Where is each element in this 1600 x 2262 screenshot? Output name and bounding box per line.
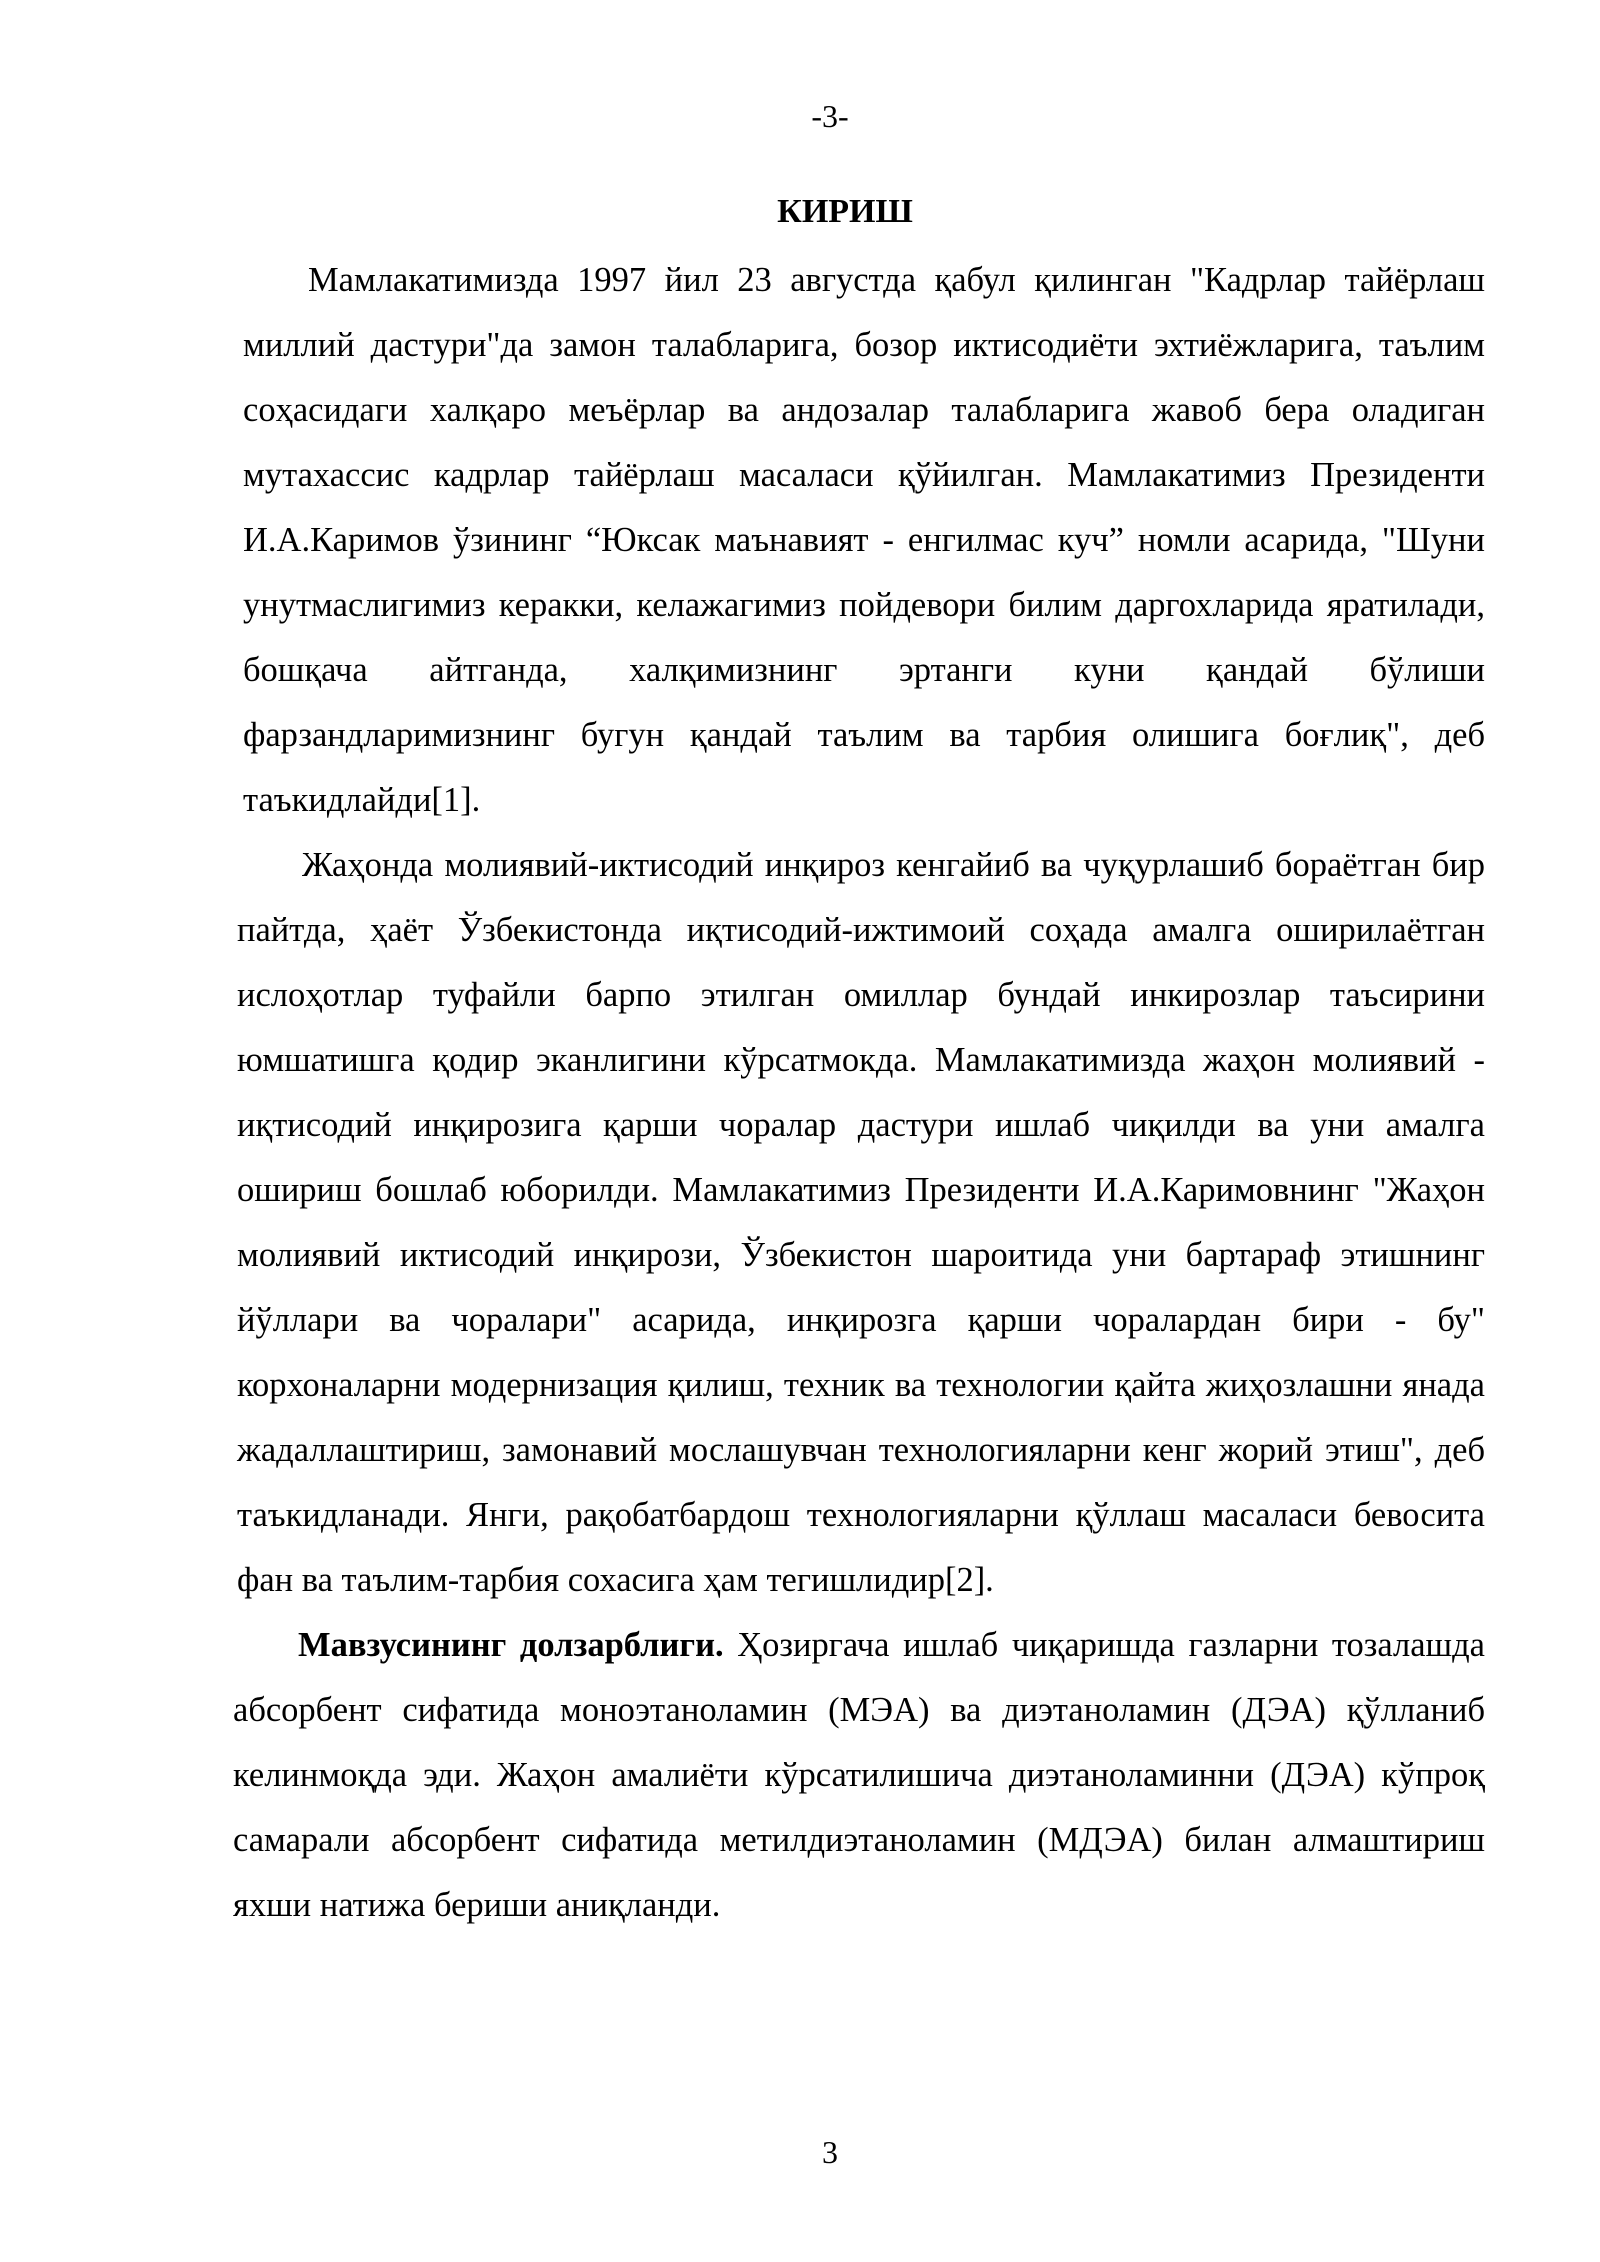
relevance-heading: Мавзусининг долзарблиги. — [298, 1626, 724, 1664]
paragraph-intro: Мамлакатимизда 1997 йил 23 августда қабул қилинган "Кадрлар тайёрлаш миллий дастури"да замон талабларига, бозор иктисодиёти эхтиёжларига, таълим соҳасидаги халқаро меъёрлар ва андозалар талабларига жавоб бера оладиган мутахассис кадрлар тайёрлаш масаласи қўйилган. Мамлакатимиз Президенти И.А.Каримов ўзининг “Юксак маънавият - енгилмас куч” номли асарида, "Шуни унутмаслигимиз керакки, келажагимиз пойдевори билим даргохларида яратилади, бошқача айтганда, халқимизнинг эртанги куни қандай бўлиши фарзандларимизнинг бугун қандай таълим ва тарбия олишига боғлиқ", деб таъкидлайди[1]. — [243, 261, 1485, 819]
section-title: КИРИШ — [777, 193, 913, 230]
paragraph-crisis: Жаҳонда молиявий-иктисодий инқироз кенгайиб ва чуқурлашиб бораётган бир пайтда, ҳаёт Ўзбекистонда иқтисодий-ижтимоий соҳада амалга оширилаётган ислоҳотлар туфайли барпо этилган омиллар бундай инкирозлар таъсирини юмшатишга қодир эканлигини кўрсатмокда. Мамлакатимизда жаҳон молиявий - иқтисодий инқирозига қарши чоралар дастури ишлаб чиқилди ва уни амалга ошириш бошлаб юборилди. Мамлакатимиз Президенти И.А.Каримовнинг "Жаҳон молиявий иктисодий инқирози, Ўзбекистон шароитида уни бартараф этишнинг йўллари ва чоралари" асарида, инқирозга қарши чоралардан бири - бу" корхоналарни модернизация қилиш, техник ва технологии қайта жиҳозлашни янада жадаллаштириш, замонавий мослашувчан технологияларни кенг жорий этиш", деб таъкидланади. Янги, рақобатбардош технологияларни қўллаш масаласи бевосита фан ва таълим-тарбия сохасига ҳам тегишлидир[2]. — [237, 846, 1485, 1599]
paragraph-relevance — [233, 1613, 1485, 1938]
page-number: 3 — [822, 2134, 838, 2170]
page-marker: -3- — [811, 98, 849, 134]
body-text — [233, 248, 1485, 1938]
relevance-text: Ҳозиргача ишлаб чиқаришда газларни тозалашда абсорбент сифатида моноэтаноламин (МЭА) ва диэтаноламин (ДЭА) қўлланиб келинмоқда эди. Жаҳон амалиёти кўрсатилишича диэтаноламинни (ДЭА) кўпроқ самарали абсорбент сифатида метилдиэтаноламин (МДЭА) билан алмаштириш яхши натижа бериши аниқланди. — [233, 1626, 1485, 1924]
